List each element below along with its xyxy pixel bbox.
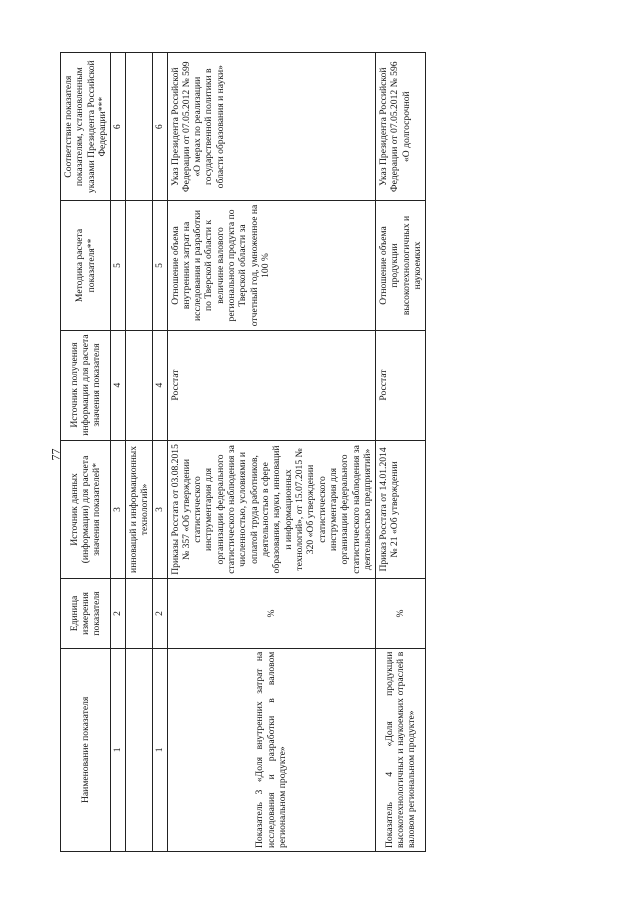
header-data-source: Источник данных (информации) для расчета значения показателей* bbox=[61, 440, 111, 579]
indicator-method: Отношение объема внутренних затрат на исследования и разработки по Тверской области к величине валового регионального продукта по Тверской области за отчетный год, умноженное на 100 % bbox=[167, 201, 376, 330]
column-number: 1 bbox=[111, 648, 125, 851]
column-number: 4 bbox=[111, 330, 125, 440]
header-name: Наименование показателя bbox=[61, 648, 111, 851]
header-source-agency: Источник получения информации для расчета значения показателя bbox=[61, 330, 111, 440]
page-number: 77 bbox=[48, 448, 63, 461]
indicator-data-source: Приказы Росстата от 03.08.2015 № 357 «Об утверждении статистического инструментария для организации федерального статистического наблюдения за численностью, условиями и оплатой труда работников, деятельностью в сфере образования, науки, инноваций и информационных технологий», от 15.07.2015 № 320 «Об утверждении статистического инструментария для организации федерального статистического наблюдения за деятельностью предприятий» bbox=[167, 440, 376, 579]
indicator-name: Показатель 4 «Доля продукции высокотехнологичных и наукоемких отраслей в валовом региональном продукте» bbox=[376, 648, 426, 851]
rotated-table-container bbox=[60, 52, 580, 852]
header-unit: Единица измерения показателя bbox=[61, 579, 111, 648]
indicator-unit: % bbox=[376, 579, 426, 648]
table-row bbox=[167, 53, 376, 852]
indicator-source-agency: Росстат bbox=[167, 330, 376, 440]
header-decree: Соответствие показателя показателям, установленным указами Президента Российской Федерации*** bbox=[61, 53, 111, 201]
column-number: 5 bbox=[153, 201, 167, 330]
column-number: 1 bbox=[153, 648, 167, 851]
indicator-decree: Указ Президента Российской Федерации от 07.05.2012 № 596 «О долгосрочной bbox=[376, 53, 426, 201]
header-method: Методика расчета показателя** bbox=[61, 201, 111, 330]
column-number: 4 bbox=[153, 330, 167, 440]
indicator-method: Отношение объема продукции высокотехнологичных и наукоемких bbox=[376, 201, 426, 330]
column-number: 5 bbox=[111, 201, 125, 330]
indicator-decree: Указ Президента Российской Федерации от 07.05.2012 № 599 «О мерах по реализации государственной политики в области образования и науки» bbox=[167, 53, 376, 201]
indicator-source-agency: Росстат bbox=[376, 330, 426, 440]
carryover-text: инноваций и информационных технологий» bbox=[125, 440, 153, 579]
table-row bbox=[376, 53, 426, 852]
column-number: 6 bbox=[111, 53, 125, 201]
indicator-data-source: Приказ Росстата от 14.01.2014 № 21 «Об утверждении bbox=[376, 440, 426, 579]
indicator-unit: % bbox=[167, 579, 376, 648]
indicator-table bbox=[60, 52, 426, 852]
column-number-row bbox=[153, 53, 167, 852]
column-number: 2 bbox=[111, 579, 125, 648]
column-number-row bbox=[111, 53, 125, 852]
column-number: 6 bbox=[153, 53, 167, 201]
column-number: 3 bbox=[111, 440, 125, 579]
carryover-row bbox=[125, 53, 153, 852]
column-number: 2 bbox=[153, 579, 167, 648]
column-number: 3 bbox=[153, 440, 167, 579]
header-row bbox=[61, 53, 111, 852]
indicator-name: Показатель 3 «Доля внутренних затрат на исследования и разработки в валовом региональном продукте» bbox=[167, 648, 376, 851]
